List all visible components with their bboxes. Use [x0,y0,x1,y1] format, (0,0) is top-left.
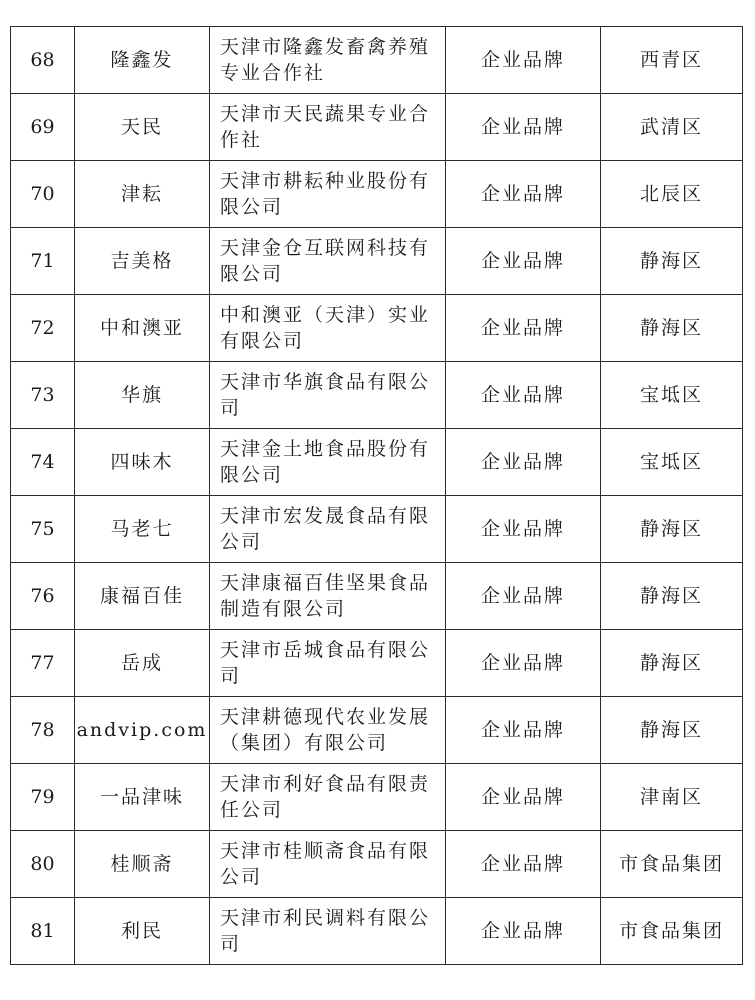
brand-name-cell: 华旗 [75,362,210,429]
table-row [11,228,743,295]
brand-type-cell: 企业品牌 [446,630,601,697]
brand-type-cell: 企业品牌 [446,429,601,496]
row-number-cell: 78 [11,697,75,764]
row-number-cell: 77 [11,630,75,697]
district-cell: 津南区 [601,764,743,831]
brand-name-cell: 康福百佳 [75,563,210,630]
table-row [11,563,743,630]
company-name-cell: 天津金仓互联网科技有限公司 [210,228,446,295]
row-number-cell: 75 [11,496,75,563]
table-body [11,27,743,965]
district-cell: 市食品集团 [601,898,743,965]
table-row [11,697,743,764]
company-name-cell: 天津市利民调料有限公司 [210,898,446,965]
brand-name-cell: 利民 [75,898,210,965]
table-row [11,496,743,563]
company-name-cell: 天津金土地食品股份有限公司 [210,429,446,496]
row-number-cell: 74 [11,429,75,496]
district-cell: 静海区 [601,630,743,697]
brand-name-cell: 隆鑫发 [75,27,210,94]
brand-name-cell: 天民 [75,94,210,161]
district-cell: 静海区 [601,563,743,630]
row-number-cell: 79 [11,764,75,831]
district-cell: 西青区 [601,27,743,94]
table-row [11,630,743,697]
row-number-cell: 68 [11,27,75,94]
company-name-cell: 天津康福百佳坚果食品制造有限公司 [210,563,446,630]
brand-name-cell: 马老七 [75,496,210,563]
table-row [11,161,743,228]
brand-type-cell: 企业品牌 [446,764,601,831]
brand-name-cell: 津耘 [75,161,210,228]
brand-name-cell: 一品津味 [75,764,210,831]
district-cell: 静海区 [601,496,743,563]
district-cell: 武清区 [601,94,743,161]
row-number-cell: 76 [11,563,75,630]
company-name-cell: 天津市利好食品有限责任公司 [210,764,446,831]
brand-list-table [10,26,743,965]
brand-type-cell: 企业品牌 [446,94,601,161]
district-cell: 静海区 [601,228,743,295]
brand-name-cell: 吉美格 [75,228,210,295]
table-row [11,764,743,831]
district-cell: 静海区 [601,295,743,362]
company-name-cell: 中和澳亚（天津）实业有限公司 [210,295,446,362]
district-cell: 宝坻区 [601,429,743,496]
brand-name-cell: 中和澳亚 [75,295,210,362]
brand-type-cell: 企业品牌 [446,898,601,965]
table-row [11,831,743,898]
brand-name-cell: 岳成 [75,630,210,697]
district-cell: 静海区 [601,697,743,764]
company-name-cell: 天津市天民蔬果专业合作社 [210,94,446,161]
table-row [11,27,743,94]
table-row [11,94,743,161]
table-row [11,295,743,362]
brand-type-cell: 企业品牌 [446,27,601,94]
company-name-cell: 天津市桂顺斋食品有限公司 [210,831,446,898]
table-row [11,429,743,496]
brand-type-cell: 企业品牌 [446,697,601,764]
row-number-cell: 69 [11,94,75,161]
row-number-cell: 72 [11,295,75,362]
brand-type-cell: 企业品牌 [446,563,601,630]
row-number-cell: 80 [11,831,75,898]
brand-type-cell: 企业品牌 [446,295,601,362]
brand-type-cell: 企业品牌 [446,228,601,295]
row-number-cell: 81 [11,898,75,965]
company-name-cell: 天津市岳城食品有限公司 [210,630,446,697]
brand-name-cell: 四味木 [75,429,210,496]
district-cell: 宝坻区 [601,362,743,429]
company-name-cell: 天津市耕耘种业股份有限公司 [210,161,446,228]
row-number-cell: 70 [11,161,75,228]
row-number-cell: 73 [11,362,75,429]
brand-name-cell: 桂顺斋 [75,831,210,898]
brand-type-cell: 企业品牌 [446,496,601,563]
company-name-cell: 天津市隆鑫发畜禽养殖专业合作社 [210,27,446,94]
table-row [11,898,743,965]
brand-type-cell: 企业品牌 [446,161,601,228]
table-row [11,362,743,429]
brand-name-cell: andvip.com [75,697,210,764]
company-name-cell: 天津耕德现代农业发展（集团）有限公司 [210,697,446,764]
row-number-cell: 71 [11,228,75,295]
company-name-cell: 天津市宏发晟食品有限公司 [210,496,446,563]
company-name-cell: 天津市华旗食品有限公司 [210,362,446,429]
brand-type-cell: 企业品牌 [446,831,601,898]
brand-type-cell: 企业品牌 [446,362,601,429]
district-cell: 市食品集团 [601,831,743,898]
district-cell: 北辰区 [601,161,743,228]
